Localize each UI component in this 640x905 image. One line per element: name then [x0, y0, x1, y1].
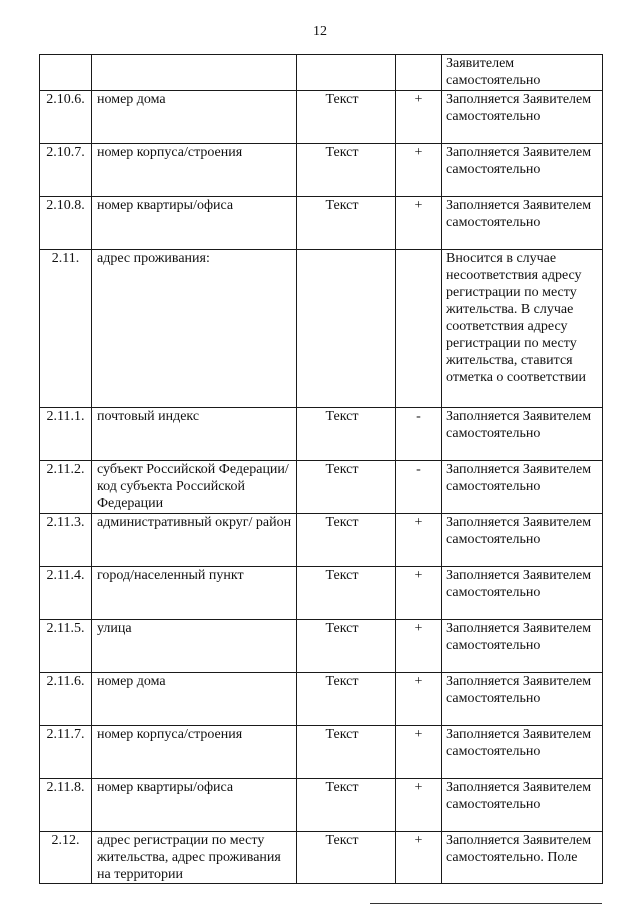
row-number-cell: 2.11.	[40, 250, 92, 408]
field-type-cell: Текст	[297, 91, 396, 144]
field-name-cell: номер квартиры/офиса	[92, 197, 297, 250]
note-cell: Заполняется Заявителем самостоятельно	[442, 197, 603, 250]
row-number-cell: 2.11.2.	[40, 461, 92, 514]
required-mark-cell: +	[396, 726, 442, 779]
field-type-cell: Текст	[297, 514, 396, 567]
field-type-cell: Текст	[297, 567, 396, 620]
field-name-cell	[92, 55, 297, 91]
row-number-cell: 2.10.8.	[40, 197, 92, 250]
table-row	[40, 408, 603, 461]
row-number-cell: 2.10.6.	[40, 91, 92, 144]
table-row	[40, 779, 603, 832]
field-type-cell: Текст	[297, 620, 396, 673]
field-type-cell: Текст	[297, 673, 396, 726]
field-type-cell: Текст	[297, 779, 396, 832]
field-name-cell: номер корпуса/строения	[92, 726, 297, 779]
table-row	[40, 144, 603, 197]
required-mark-cell: +	[396, 144, 442, 197]
note-cell: Заполняется Заявителем самостоятельно	[442, 514, 603, 567]
field-type-cell: Текст	[297, 726, 396, 779]
fields-table	[39, 54, 603, 884]
required-mark-cell: +	[396, 567, 442, 620]
row-number-cell: 2.11.1.	[40, 408, 92, 461]
required-mark-cell: +	[396, 832, 442, 884]
row-number-cell: 2.11.8.	[40, 779, 92, 832]
note-cell: Заполняется Заявителем самостоятельно	[442, 673, 603, 726]
page-number: 12	[313, 24, 327, 39]
note-cell: Заявителем самостоятельно	[442, 55, 603, 91]
table-row	[40, 461, 603, 514]
field-name-cell: номер корпуса/строения	[92, 144, 297, 197]
table-row	[40, 726, 603, 779]
field-name-cell: номер дома	[92, 91, 297, 144]
field-name-cell: субъект Российской Федерации/код субъекта Российской Федерации	[92, 461, 297, 514]
field-name-cell: улица	[92, 620, 297, 673]
table-row	[40, 514, 603, 567]
required-mark-cell: +	[396, 673, 442, 726]
note-cell: Заполняется Заявителем самостоятельно	[442, 620, 603, 673]
field-name-cell: почтовый индекс	[92, 408, 297, 461]
field-name-cell: административный округ/ район	[92, 514, 297, 567]
table-row	[40, 55, 603, 91]
required-mark-cell: +	[396, 620, 442, 673]
field-type-cell	[297, 55, 396, 91]
required-mark-cell: +	[396, 91, 442, 144]
field-name-cell: адрес регистрации по месту жительства, адрес проживания на территории	[92, 832, 297, 884]
required-mark-cell: +	[396, 197, 442, 250]
page-edge-line	[370, 903, 602, 904]
row-number-cell: 2.11.7.	[40, 726, 92, 779]
note-cell: Заполняется Заявителем самостоятельно	[442, 726, 603, 779]
table-row	[40, 91, 603, 144]
note-cell: Заполняется Заявителем самостоятельно	[442, 461, 603, 514]
field-type-cell	[297, 250, 396, 408]
note-cell: Заполняется Заявителем самостоятельно	[442, 779, 603, 832]
row-number-cell: 2.11.4.	[40, 567, 92, 620]
table-row	[40, 197, 603, 250]
field-type-cell: Текст	[297, 197, 396, 250]
required-mark-cell	[396, 55, 442, 91]
row-number-cell: 2.10.7.	[40, 144, 92, 197]
required-mark-cell: +	[396, 779, 442, 832]
table-row	[40, 832, 603, 884]
field-type-cell: Текст	[297, 461, 396, 514]
field-type-cell: Текст	[297, 408, 396, 461]
field-type-cell: Текст	[297, 144, 396, 197]
note-cell: Заполняется Заявителем самостоятельно	[442, 567, 603, 620]
required-mark-cell: -	[396, 461, 442, 514]
required-mark-cell: -	[396, 408, 442, 461]
row-number-cell	[40, 55, 92, 91]
row-number-cell: 2.11.6.	[40, 673, 92, 726]
table-row	[40, 673, 603, 726]
required-mark-cell	[396, 250, 442, 408]
note-cell: Заполняется Заявителем самостоятельно. Поле	[442, 832, 603, 884]
table-row	[40, 567, 603, 620]
required-mark-cell: +	[396, 514, 442, 567]
field-name-cell: адрес проживания:	[92, 250, 297, 408]
table-row	[40, 620, 603, 673]
field-name-cell: номер дома	[92, 673, 297, 726]
row-number-cell: 2.11.3.	[40, 514, 92, 567]
note-cell: Заполняется Заявителем самостоятельно	[442, 91, 603, 144]
row-number-cell: 2.11.5.	[40, 620, 92, 673]
note-cell: Вносится в случае несоответствия адресу регистрации по месту жительства. В случае соответствия адресу регистрации по месту жительства, ставится отметка о соответствии	[442, 250, 603, 408]
field-name-cell: номер квартиры/офиса	[92, 779, 297, 832]
note-cell: Заполняется Заявителем самостоятельно	[442, 144, 603, 197]
row-number-cell: 2.12.	[40, 832, 92, 884]
note-cell: Заполняется Заявителем самостоятельно	[442, 408, 603, 461]
table-row	[40, 250, 603, 408]
field-name-cell: город/населенный пункт	[92, 567, 297, 620]
field-type-cell: Текст	[297, 832, 396, 884]
